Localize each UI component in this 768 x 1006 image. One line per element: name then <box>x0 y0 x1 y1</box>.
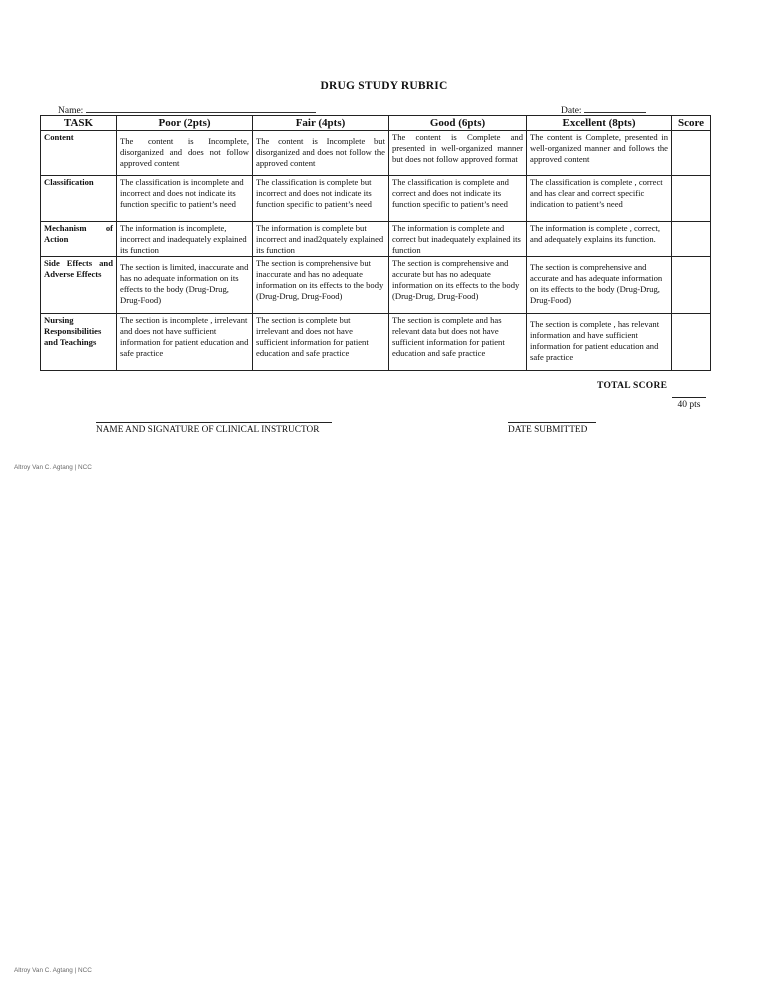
name-blank <box>86 103 316 113</box>
fair-cell: The section is comprehensive but inaccurate and has no adequate information on its effects to the body (Drug-Drug, Drug-Food) <box>253 257 389 314</box>
score-cell[interactable] <box>672 222 711 257</box>
task-cell: Content <box>41 131 117 176</box>
excellent-cell: The section is complete , has relevant information and have sufficient information for patient education and safe practice <box>527 314 672 371</box>
instructor-signature-label: NAME AND SIGNATURE OF CLINICAL INSTRUCTOR <box>96 422 332 435</box>
document-title: DRUG STUDY RUBRIC <box>320 80 448 92</box>
header-good: Good (6pts) <box>389 116 527 131</box>
score-cell[interactable] <box>672 176 711 222</box>
footer-text: Altroy Van C. Agtang | NCC <box>14 967 92 974</box>
header-row <box>41 116 711 131</box>
table-row <box>41 314 711 371</box>
header-fair: Fair (4pts) <box>253 116 389 131</box>
rubric-table <box>40 115 711 371</box>
header-excellent: Excellent (8pts) <box>527 116 672 131</box>
poor-cell: The section is incomplete , irrelevant and does not have sufficient information for patient education and safe practice <box>117 314 253 371</box>
fair-cell: The content is Incomplete but disorganized and does not follow the approved content <box>253 131 389 176</box>
excellent-cell: The content is Complete, presented in well-organized manner and follows the approved content <box>527 131 672 176</box>
good-cell: The information is complete and correct but inadequately explained its function <box>389 222 527 257</box>
poor-cell: The section is limited, inaccurate and has no adequate information on its effects to the body (Drug-Drug, Drug-Food) <box>117 257 253 314</box>
date-submitted-label: DATE SUBMITTED <box>508 422 596 435</box>
excellent-cell: The classification is complete , correct and has clear and correct specific indication to patient’s need <box>527 176 672 222</box>
score-cell[interactable] <box>672 257 711 314</box>
date-blank <box>584 103 646 113</box>
fair-cell: The classification is complete but incorrect and does not indicate its function specific to patient’s need <box>253 176 389 222</box>
task-cell: Side Effects and Adverse Effects <box>41 257 117 314</box>
table-row <box>41 257 711 314</box>
score-cell[interactable] <box>672 131 711 176</box>
good-cell: The section is complete and has relevant data but does not have sufficient information for patient education and safe practice <box>389 314 527 371</box>
date-label: Date: <box>561 106 582 116</box>
total-score-label: TOTAL SCORE <box>597 381 668 391</box>
good-cell: The classification is complete and correct and does not indicate its function specific to patient’s need <box>389 176 527 222</box>
fair-cell: The information is complete but incorrect and inad2quately explained its function <box>253 222 389 257</box>
score-cell[interactable] <box>672 314 711 371</box>
table-row <box>41 222 711 257</box>
poor-cell: The information is incomplete, incorrect and inadequately explained its function <box>117 222 253 257</box>
header-poor: Poor (2pts) <box>117 116 253 131</box>
total-points: 40 pts <box>672 397 706 410</box>
poor-cell: The classification is incomplete and incorrect and does not indicate its function specific to patient’s need <box>117 176 253 222</box>
footer-text: Altroy Van C. Agtang | NCC <box>14 464 92 471</box>
good-cell: The content is Complete and presented in well-organized manner but does not follow approved format <box>389 131 527 176</box>
header-score: Score <box>672 116 711 131</box>
task-cell: Classification <box>41 176 117 222</box>
fair-cell: The section is complete but irrelevant and does not have sufficient information for patient education and safe practice <box>253 314 389 371</box>
poor-cell: The content is Incomplete, disorganized and does not follow approved content <box>117 131 253 176</box>
good-cell: The section is comprehensive and accurate but has no adequate information on its effects to the body (Drug-Drug, Drug-Food) <box>389 257 527 314</box>
name-label: Name: <box>58 106 84 116</box>
table-row <box>41 176 711 222</box>
task-cell: Mechanism of Action <box>41 222 117 257</box>
excellent-cell: The information is complete , correct, and adequately explains its function. <box>527 222 672 257</box>
header-task: TASK <box>41 116 117 131</box>
table-row <box>41 131 711 176</box>
task-cell: Nursing Responsibilities and Teachings <box>41 314 117 371</box>
excellent-cell: The section is comprehensive and accurate and has adequate information on its effects to the body (Drug-Drug, Drug-Food) <box>527 257 672 314</box>
